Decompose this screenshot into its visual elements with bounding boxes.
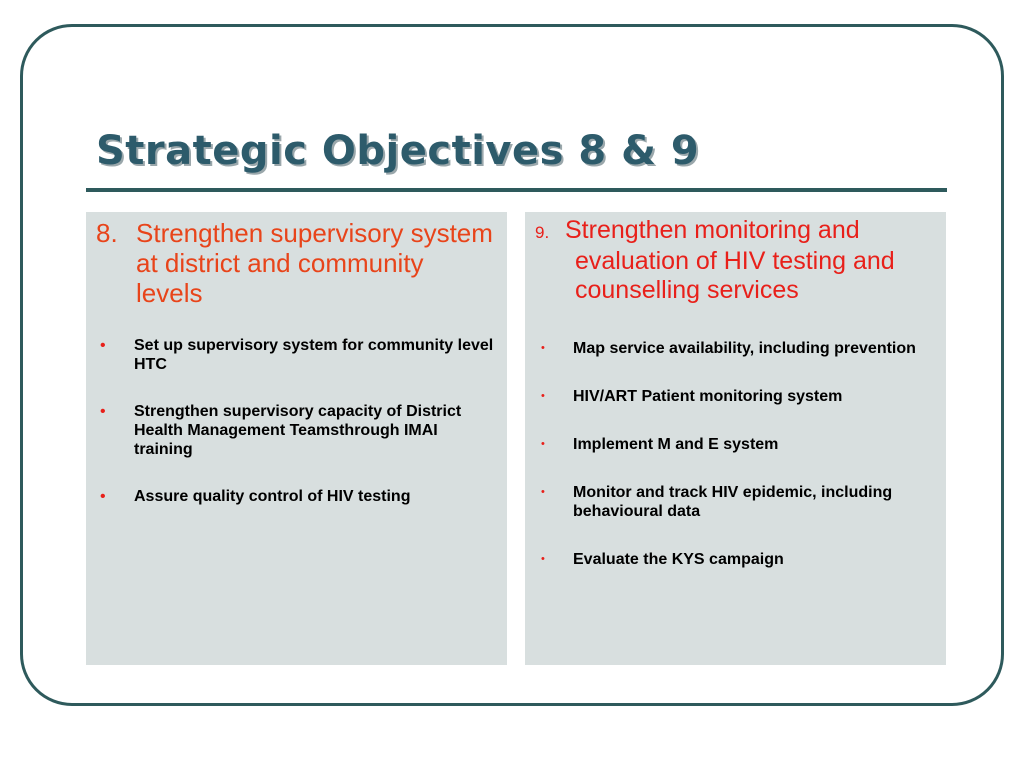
objective-9-panel <box>525 212 946 665</box>
slide-title: Strategic Objectives 8 & 9 <box>96 128 700 174</box>
list-item: • Assure quality control of HIV testing <box>100 488 411 505</box>
objective-9-bullet-list <box>535 339 936 569</box>
bullet-icon: • <box>541 342 545 354</box>
objective-8-panel <box>86 212 507 665</box>
list-item: • Evaluate the KYS campaign <box>541 551 784 568</box>
list-item: • Set up supervisory system for community level HTC <box>100 337 494 373</box>
list-item: • Map service availability, including prevention <box>541 340 916 357</box>
list-item: • HIV/ART Patient monitoring system <box>541 388 843 405</box>
bullet-icon: • <box>541 438 545 450</box>
objective-8-bullet-list <box>96 336 497 506</box>
list-item: • Strengthen supervisory capacity of District Health Management Teamsthrough IMAI training <box>100 403 462 458</box>
objective-8-heading <box>96 218 497 308</box>
bullet-icon: • <box>100 488 106 505</box>
list-item: • Implement M and E system <box>541 436 779 453</box>
bullet-icon: • <box>100 403 106 420</box>
objective-9-number: 9. <box>535 223 550 242</box>
objective-9-heading-text: Strengthen monitoring and evaluation of HIV testing and counselling services <box>565 216 895 304</box>
bullet-icon: • <box>541 553 545 565</box>
title-divider <box>86 188 947 192</box>
objective-9-heading <box>535 216 936 305</box>
objective-8-number: 8. <box>96 218 118 248</box>
objective-8-heading-text: Strengthen supervisory system at district and community levels <box>136 218 493 308</box>
list-item: • Monitor and track HIV epidemic, including behavioural data <box>541 484 893 520</box>
bullet-icon: • <box>541 486 545 498</box>
bullet-icon: • <box>100 337 106 354</box>
bullet-icon: • <box>541 390 545 402</box>
